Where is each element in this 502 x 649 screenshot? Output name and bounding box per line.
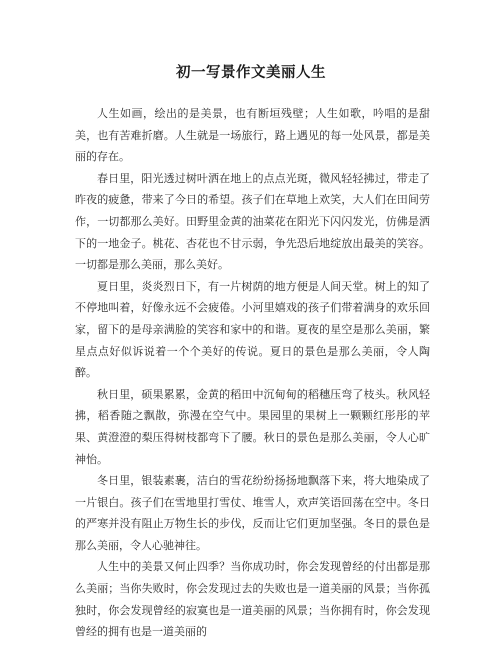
paragraph-intro: 人生如画，绘出的是美景，也有断垣残壁；人生如歌，吟唱的是甜美，也有苦难折磨。人生就是一场旅行，路上遇见的每一处风景，都是美丽的存在。 (75, 107, 430, 164)
paragraph-life: 人生中的美景又何止四季？当你成功时，你会发现曾经的付出都是那么美丽；当你失败时，你会发现过去的失败也是一道美丽的风景；当你孤独时，你会发现曾经的寂寞也是一道美丽的风景；当你拥有时，你会发现曾经的拥有也是一道美丽的 (75, 560, 430, 639)
paragraph-winter: 冬日里，银装素裹，洁白的雪花纷纷扬扬地飘落下来，将大地染成了一片银白。孩子们在雪地里打雪仗、堆雪人，欢声笑语回荡在空中。冬日的严寒并没有阻止万物生长的步伐，反而让它们更加坚强。冬日的景色是那么美丽，令人心驰神往。 (75, 474, 430, 552)
document-title: 初一写景作文美丽人生 (176, 65, 326, 81)
paragraph-summer: 夏日里，炎炎烈日下，有一片树荫的地方便是人间天堂。树上的知了不停地叫着，好像永远不会疲倦。小河里嬉戏的孩子们带着满身的欢乐回家，留下的是母亲满脸的笑容和家中的和谐。夏夜的星空是那么美丽，繁星点点好似诉说着一个个美好的传说。夏日的景色是那么美丽，令人陶醉。 (75, 279, 430, 380)
paragraph-autumn: 秋日里，硕果累累，金黄的稻田中沉甸甸的稻穗压弯了枝头。秋风轻拂，稻香随之飘散，弥漫在空气中。果园里的果树上一颗颗红彤彤的苹果、黄澄澄的梨压得树枝都弯下了腰。秋日的景色是那么美丽，令人心旷神怡。 (75, 387, 430, 466)
paragraph-spring: 春日里，阳光透过树叶洒在地上的点点光斑，微风轻轻拂过，带走了昨夜的疲惫，带来了今日的希望。孩子们在草地上欢笑，大人们在田间劳作，一切都那么美好。田野里金黄的油菜花在阳光下闪闪发光，仿佛是洒下的一地金子。桃花、杏花也不甘示弱，争先恐后地绽放出最美的笑容。一切都是那么美丽，那么美好。 (75, 171, 430, 272)
document-body (75, 103, 430, 643)
